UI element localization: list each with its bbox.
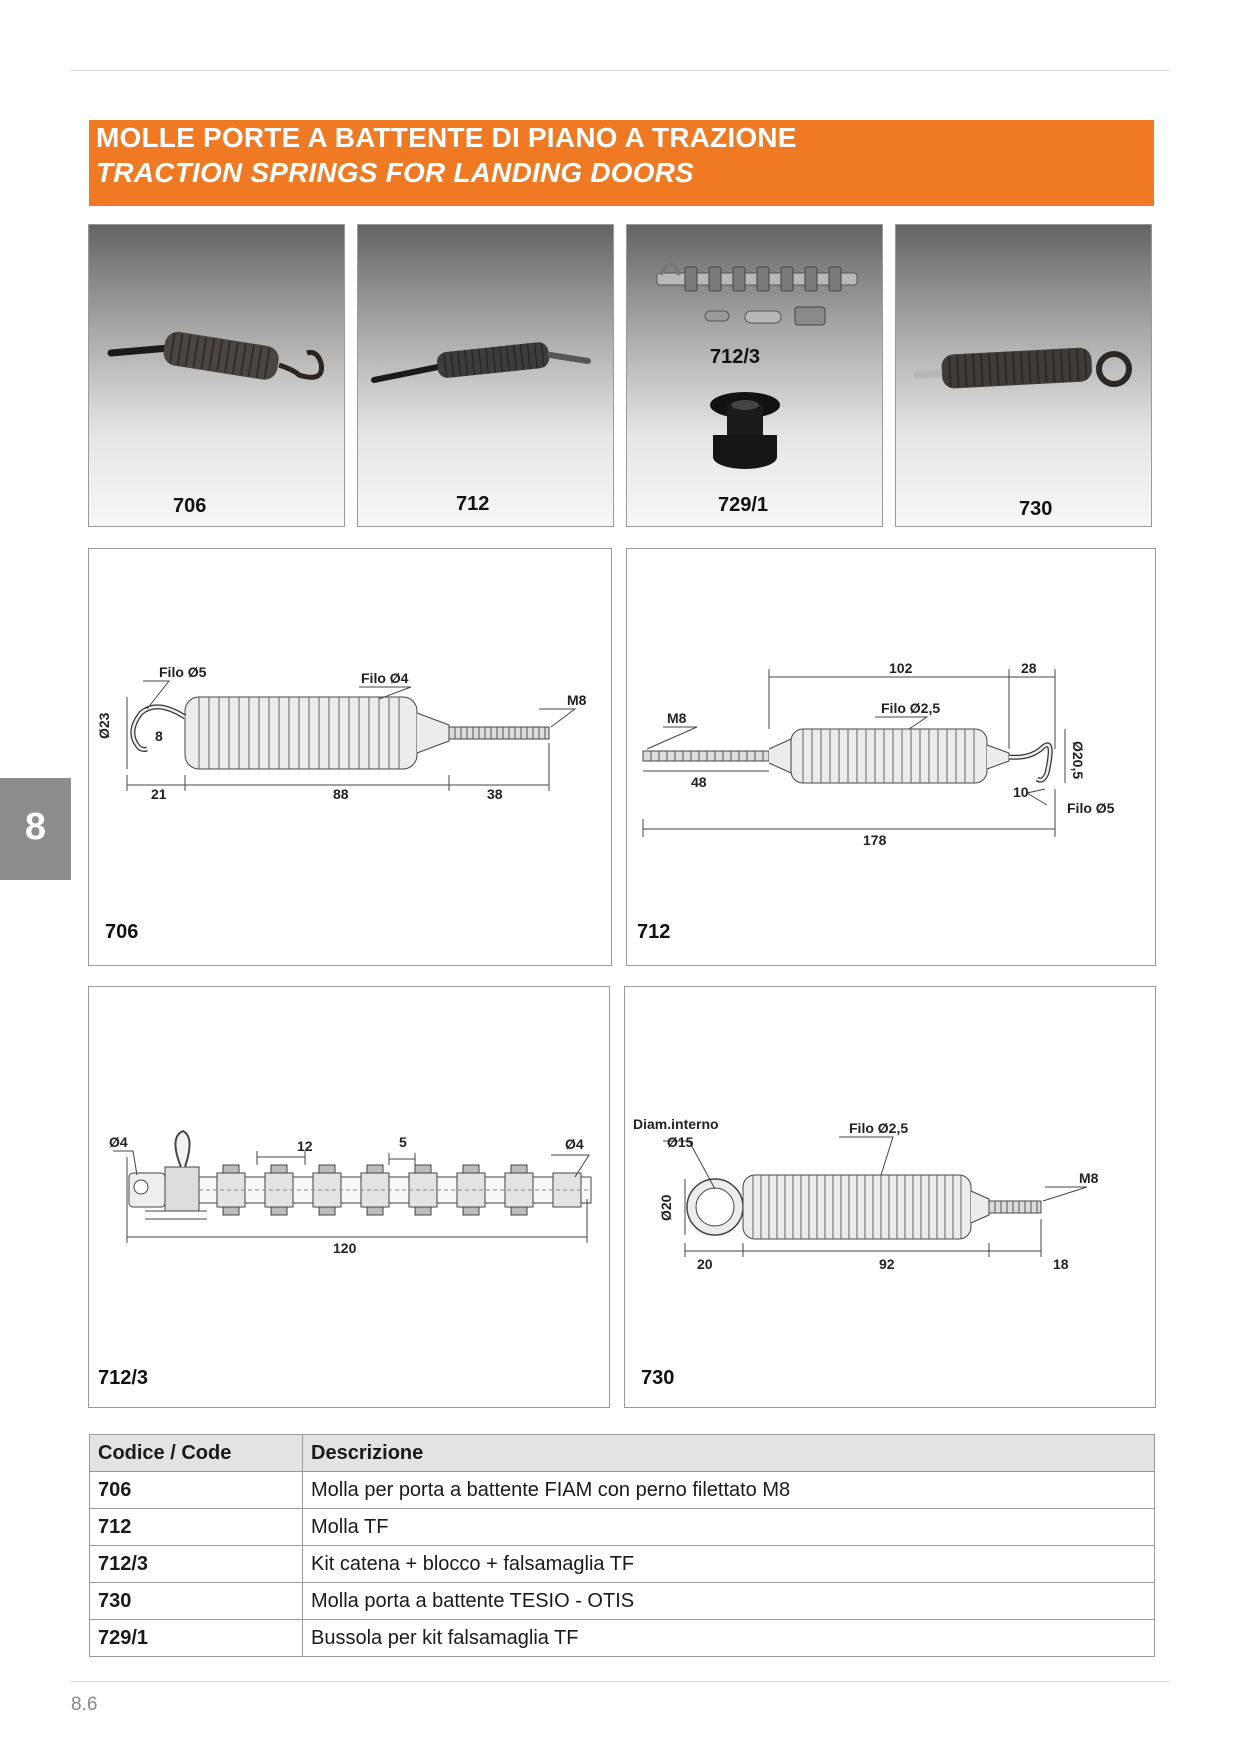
column-header-description: Descrizione <box>303 1435 1155 1472</box>
dim-c: 38 <box>487 786 503 802</box>
table-header-row <box>90 1435 1155 1472</box>
row-code: 730 <box>90 1583 303 1620</box>
dim-thread-len: 48 <box>691 774 707 790</box>
dim-top-a: 102 <box>889 660 913 676</box>
photo-code: 712 <box>456 493 490 515</box>
section-tab-label: 8 <box>24 806 47 848</box>
dim-gap: 5 <box>399 1134 407 1150</box>
dim-top-b: 28 <box>1021 660 1037 676</box>
codes-table <box>89 1434 1155 1657</box>
top-rule <box>71 70 1169 71</box>
label-inner-dia: Ø15 <box>667 1134 694 1150</box>
chain-kit-image <box>627 225 882 526</box>
label-right-dia: Ø4 <box>565 1136 584 1152</box>
label-dia: Ø23 <box>96 712 112 739</box>
table-row <box>90 1509 1155 1546</box>
photo-730 <box>895 224 1152 527</box>
label-dia: Ø20,5 <box>1070 741 1086 780</box>
chain-image <box>657 264 857 325</box>
label-filo-hook: Filo Ø5 <box>1067 800 1115 816</box>
dim-b: 88 <box>333 786 349 802</box>
row-description: Molla per porta a battente FIAM con perno filettato M8 <box>303 1472 1155 1509</box>
drawing-712 <box>626 548 1156 966</box>
photo-inner-code: 712/3 <box>710 346 761 368</box>
drawing-code: 730 <box>641 1367 675 1389</box>
row-description: Molla TF <box>303 1509 1155 1546</box>
dim-c: 18 <box>1053 1256 1069 1272</box>
row-code: 729/1 <box>90 1620 303 1657</box>
drawing-code: 712/3 <box>98 1367 149 1389</box>
label-dia: Ø20 <box>658 1194 674 1221</box>
label-filo-hook: Filo Ø5 <box>159 664 207 680</box>
label-filo: Filo Ø2,5 <box>881 700 941 716</box>
photo-729-1 <box>626 224 883 527</box>
dim-pitch: 12 <box>297 1138 313 1154</box>
label-left-dia: Ø4 <box>109 1134 128 1150</box>
table-row <box>90 1546 1155 1583</box>
page-title: MOLLE PORTE A BATTENTE DI PIANO A TRAZIONE <box>96 122 797 153</box>
bottom-rule <box>71 1681 1169 1682</box>
table-row <box>90 1620 1155 1657</box>
row-description: Molla porta a battente TESIO - OTIS <box>303 1583 1155 1620</box>
drawing-730-svg <box>625 987 1155 1407</box>
spring-730-image <box>896 225 1151 526</box>
label-thread: M8 <box>1079 1170 1099 1186</box>
drawing-706-svg <box>89 549 611 965</box>
row-description: Kit catena + blocco + falsamaglia TF <box>303 1546 1155 1583</box>
bushing-image <box>710 392 780 469</box>
drawing-712-svg <box>627 549 1155 965</box>
row-code: 712 <box>90 1509 303 1546</box>
label-hook: 10 <box>1013 784 1029 800</box>
drawing-712-3-svg <box>89 987 609 1407</box>
label-filo: Filo Ø2,5 <box>849 1120 909 1136</box>
drawing-code: 712 <box>637 921 671 943</box>
photo-712 <box>357 224 614 527</box>
photo-code: 729/1 <box>718 494 769 516</box>
label-filo-body: Filo Ø4 <box>361 670 409 686</box>
section-tab[interactable] <box>0 778 71 880</box>
table-row <box>90 1583 1155 1620</box>
row-code: 706 <box>90 1472 303 1509</box>
label-thread: M8 <box>667 710 687 726</box>
spring-706-image <box>89 225 344 526</box>
photo-code: 730 <box>1019 498 1053 520</box>
page-number: 8.6 <box>71 1694 98 1715</box>
dim-a: 21 <box>151 786 167 802</box>
label-thread: M8 <box>567 692 587 708</box>
dim-a: 20 <box>697 1256 713 1272</box>
drawing-code: 706 <box>105 921 139 943</box>
row-code: 712/3 <box>90 1546 303 1583</box>
label-inner: Diam.interno <box>633 1116 719 1132</box>
photo-code: 706 <box>173 495 207 517</box>
table-row <box>90 1472 1155 1509</box>
drawing-706 <box>88 548 612 966</box>
spring-712-image <box>358 225 613 526</box>
dim-total: 178 <box>863 832 887 848</box>
page-subtitle: TRACTION SPRINGS FOR LANDING DOORS <box>96 157 694 188</box>
photo-706 <box>88 224 345 527</box>
drawing-730 <box>624 986 1156 1408</box>
drawing-712-3 <box>88 986 610 1408</box>
dim-b: 92 <box>879 1256 895 1272</box>
column-header-code: Codice / Code <box>90 1435 303 1472</box>
label-hook: 8 <box>155 728 163 744</box>
dim-total: 120 <box>333 1240 357 1256</box>
row-description: Bussola per kit falsamaglia TF <box>303 1620 1155 1657</box>
